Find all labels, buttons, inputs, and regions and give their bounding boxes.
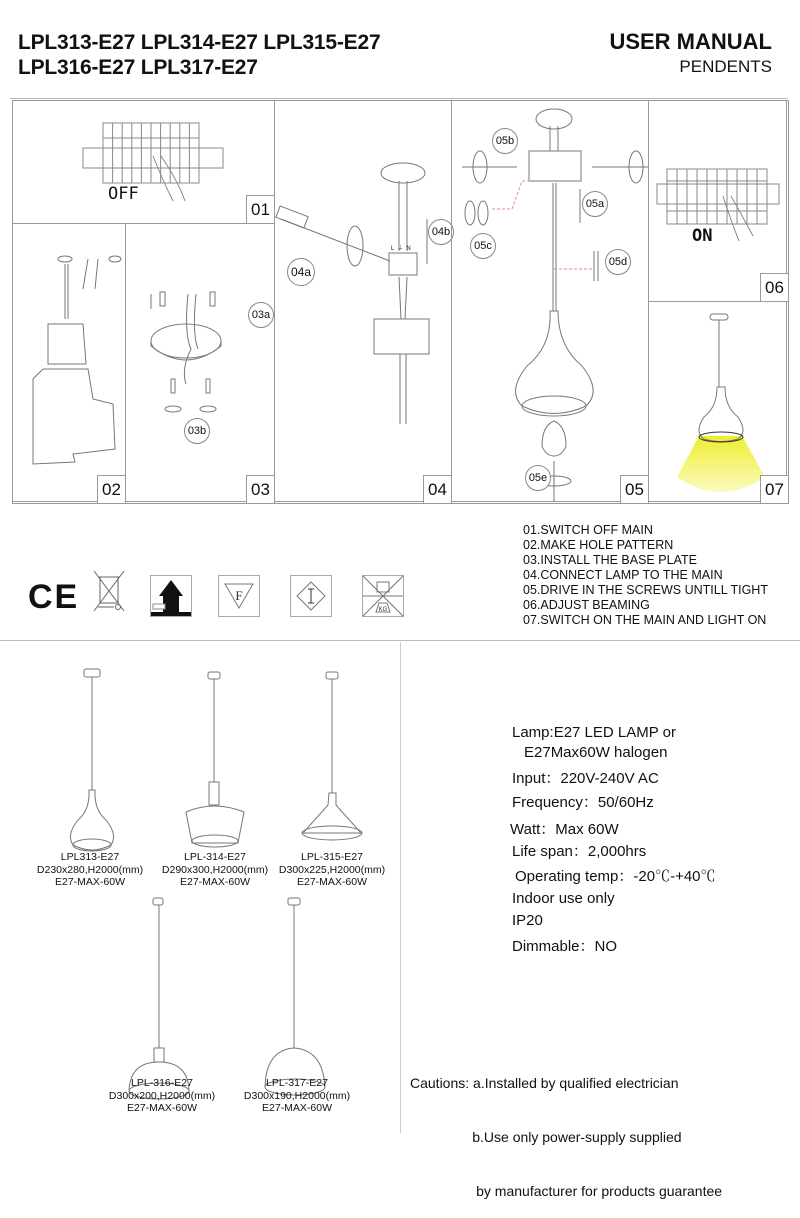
caution-line-3: by manufacturer for products guarantee	[410, 1183, 723, 1199]
panel-number-01: 01	[246, 195, 275, 224]
caution-line-1: Cautions: a.Installed by qualified electrician	[410, 1075, 679, 1091]
spec-input: Input：220V-240V AC	[512, 770, 659, 787]
header-divider	[10, 98, 788, 99]
product-bulb: E27-MAX-60W	[261, 1102, 333, 1114]
panel-03	[125, 223, 275, 504]
f-mark-icon	[218, 575, 260, 617]
cautions	[410, 1038, 722, 1218]
screw-fixing-illustration	[452, 101, 650, 505]
model-list-line-2: LPL316-E27 LPL317-E27	[18, 56, 258, 79]
step-07: 07.SWITCH ON THE MAIN AND LIGHT ON	[523, 613, 767, 627]
product-model: LPL-317-E27	[266, 1077, 328, 1089]
panel-07	[648, 301, 789, 504]
on-label: ON	[692, 226, 713, 246]
product-lpl316	[97, 1077, 227, 1115]
product-category: PENDENTS	[679, 57, 772, 76]
callout-04b: 04b	[428, 219, 454, 245]
step-06: 06.ADJUST BEAMING	[523, 598, 650, 612]
indoor-use-house-icon	[150, 575, 192, 617]
panel-06	[648, 100, 789, 302]
panel-number-04: 04	[423, 475, 452, 504]
callout-03a: 03a	[248, 302, 274, 328]
column-divider	[400, 642, 401, 1133]
ce-mark-icon: CE	[28, 578, 80, 616]
spec-operating-temp: Operating temp：-20℃-+40℃	[515, 868, 716, 885]
spec-dimmable: Dimmable：NO	[512, 938, 618, 955]
product-lpl317	[232, 1077, 362, 1115]
spec-watt: Watt：Max 60W	[510, 821, 619, 838]
product-dimensions: D300x225,H2000(mm)	[278, 863, 386, 876]
product-dimensions: D290x300,H2000(mm)	[161, 863, 269, 876]
callout-05e: 05e	[525, 465, 551, 491]
section-divider	[0, 640, 800, 641]
callout-05a: 05a	[582, 191, 608, 217]
base-plate-illustration	[126, 224, 276, 505]
panel-02	[12, 223, 126, 504]
product-dimensions: D300x190,H2000(mm)	[243, 1089, 351, 1102]
panel-number-03: 03	[246, 475, 275, 504]
product-model: LPL-316-E27	[131, 1077, 193, 1089]
panel-05	[451, 100, 649, 504]
spec-life-span: Life span：2,000hrs	[512, 843, 647, 860]
callout-05d: 05d	[605, 249, 631, 275]
model-list-title	[18, 30, 380, 80]
product-lpl313	[25, 851, 155, 889]
product-bulb: E27-MAX-60W	[296, 876, 368, 888]
off-label: OFF	[108, 184, 139, 204]
breaker-panel-off-illustration	[13, 101, 276, 225]
panel-01	[12, 100, 275, 224]
product-lpl314	[150, 851, 280, 889]
spec-lamp-line-1: Lamp:E27 LED LAMP or	[512, 724, 676, 741]
panel-number-06: 06	[760, 273, 789, 302]
product-model: LPL313-E27	[60, 851, 120, 863]
svg-text:KG: KG	[378, 607, 388, 613]
step-05: 05.DRIVE IN THE SCREWS UNTILL TIGHT	[523, 583, 768, 597]
installation-steps-grid	[12, 100, 787, 502]
panel-number-07: 07	[760, 475, 789, 504]
product-dimensions: D230x280,H2000(mm)	[36, 863, 144, 876]
product-range-illustrations	[0, 660, 400, 1130]
wire-connection-illustration	[275, 101, 453, 505]
spec-ip-rating: IP20	[512, 912, 543, 929]
model-list-line-1: LPL313-E27 LPL314-E27 LPL315-E27	[18, 31, 381, 54]
step-01: 01.SWITCH OFF MAIN	[523, 523, 653, 537]
step-03: 03.INSTALL THE BASE PLATE	[523, 553, 697, 567]
callout-05b: 05b	[492, 128, 518, 154]
terminal-labels: L⏚N	[391, 246, 414, 252]
installation-steps-list	[523, 523, 768, 628]
spec-frequency: Frequency：50/60Hz	[512, 794, 654, 811]
class-one-icon	[290, 575, 332, 617]
panel-number-02: 02	[97, 475, 126, 504]
product-dimensions: D300x200,H2000(mm)	[108, 1089, 216, 1102]
panel-04	[274, 100, 452, 504]
callout-05c: 05c	[470, 233, 496, 259]
product-lpl315	[267, 851, 397, 889]
product-model: LPL-314-E27	[184, 851, 246, 863]
callout-03b: 03b	[184, 418, 210, 444]
callout-04a: 04a	[287, 258, 315, 286]
product-model: LPL-315-E27	[301, 851, 363, 863]
product-bulb: E27-MAX-60W	[54, 876, 126, 888]
panel-number-05: 05	[620, 475, 649, 504]
step-02: 02.MAKE HOLE PATTERN	[523, 538, 674, 552]
max-weight-kg-icon	[362, 575, 404, 617]
document-type: USER MANUAL	[609, 29, 772, 54]
drill-illustration	[13, 224, 127, 505]
caution-line-2: b.Use only power-supply supplied	[410, 1129, 682, 1145]
product-bulb: E27-MAX-60W	[179, 876, 251, 888]
weee-bin-icon	[92, 571, 132, 611]
spec-indoor: Indoor use only	[512, 890, 615, 907]
product-bulb: E27-MAX-60W	[126, 1102, 198, 1114]
svg-text:F: F	[235, 588, 243, 603]
spec-lamp-line-2: E27Max60W halogen	[524, 744, 668, 761]
step-04: 04.CONNECT LAMP TO THE MAIN	[523, 568, 723, 582]
